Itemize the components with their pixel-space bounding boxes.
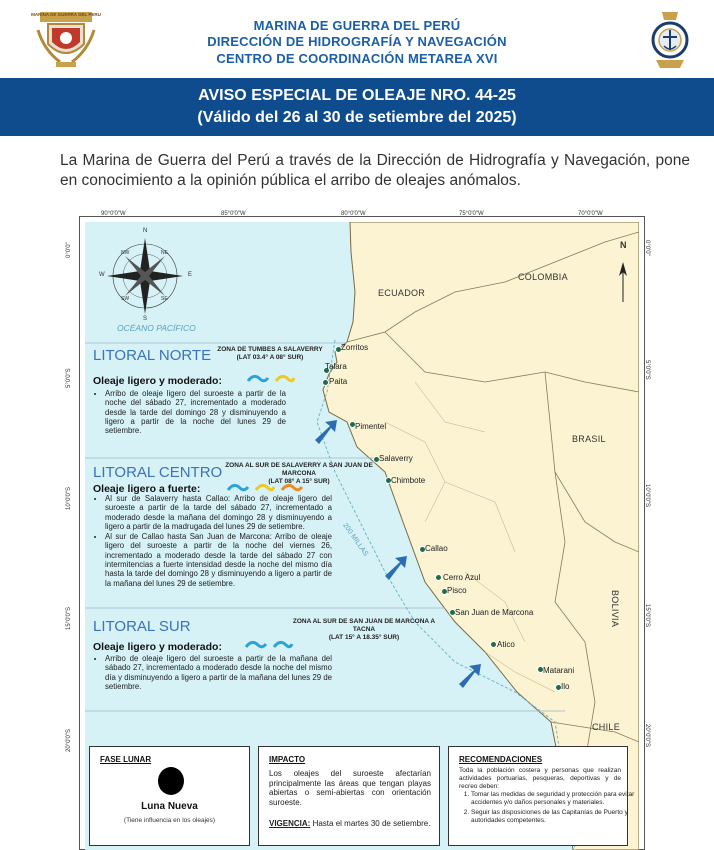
country-brasil: BRASIL — [572, 434, 606, 444]
zone-norte-head-text: ZONA DE TUMBES A SALAVERRY — [217, 346, 323, 353]
city-label: Ilo — [561, 682, 570, 691]
right-tick: 5°0'0"S — [644, 360, 650, 380]
header-line-3: CENTRO DE COORDINACIÓN METAREA XVI — [216, 51, 498, 66]
zone-centro-item: • Al sur de Salaverry hasta Callao: Arribo de oleaje ligero del suroeste a partir de la tarde del sábado 27, incrementado a moderado desde la mañana del domingo 28 y disminuyendo a ligero a partir de la madrugada del lunes 29 de setiembre. — [105, 494, 332, 531]
impacto-box — [258, 746, 440, 846]
zone-sur-lat: (LAT 15° A 18.35° SUR) — [328, 634, 400, 641]
recomendaciones-title: RECOMENDACIONES — [459, 755, 543, 764]
zone-centro-head-text: ZONA AL SUR DE SALAVERRY A SAN JUAN DE MARCONA — [225, 462, 373, 477]
zone-norte-lat: (LAT 03.4° A 08° SUR) — [236, 354, 304, 361]
miles-label: 200 MILLAS — [341, 522, 370, 558]
new-moon-icon — [158, 767, 184, 795]
compass-letter: N — [143, 228, 148, 234]
top-tick: 75°0'0"W — [459, 211, 484, 217]
right-logo — [648, 8, 692, 74]
city-label: Zorritos — [341, 343, 369, 352]
banner-validity: (Válido del 26 al 30 de setiembre del 2025) — [197, 109, 517, 126]
ocean-label: OCÉANO PACÍFICO — [117, 323, 196, 333]
compass-letter: W — [99, 272, 105, 278]
city-dot — [322, 379, 329, 386]
vigencia-text: Hasta el martes 30 de setiembre. — [312, 819, 431, 828]
recomendacion-item: 1. Tomar las medidas de seguridad y protección para evitar accidentes y/o daños personales y materiales. — [471, 791, 635, 807]
left-tick: 15°0'0"S — [66, 606, 72, 630]
moon-phase-name: Luna Nueva — [141, 801, 198, 812]
compass-rose-icon — [107, 238, 183, 314]
zone-norte-head — [212, 346, 328, 362]
city-label: Pimentel — [355, 422, 387, 431]
compass-letter: NW — [121, 250, 130, 256]
zone-centro-text — [96, 494, 332, 589]
city-label: Salaverry — [379, 454, 413, 463]
top-tick: 80°0'0"W — [341, 211, 366, 217]
banner-title: AVISO ESPECIAL DE OLEAJE NRO. 44-25 — [198, 87, 516, 104]
left-tick: 20°0'0"S — [66, 728, 72, 752]
zone-centro-item: • Al sur de Callao hasta San Juan de Marcona: Arribo de oleaje ligero del suroeste a partir de la noche del viernes 26, incrementado a moderado desde la tarde del sábado 27 con intermitencias a fuerte intensidad desde la noche del mismo día hasta la tarde del domingo 28 y disminuyendo a ligero a partir de la mañana del lunes 29 de setiembre. — [105, 532, 332, 588]
compass-letter: S — [143, 316, 148, 322]
top-tick: 90°0'0"W — [101, 211, 126, 217]
city-label: Paita — [329, 377, 348, 386]
recomendaciones-box — [448, 746, 635, 846]
right-tick: 15°0'0"S — [644, 604, 650, 628]
left-tick: 10°0'0"S — [66, 486, 72, 510]
city-dot — [490, 641, 497, 648]
city-label: Pisco — [447, 586, 467, 595]
country-ecuador: ECUADOR — [378, 288, 426, 298]
zone-centro-title: LITORAL CENTRO — [93, 464, 223, 481]
country-bolivia: BOLIVIA — [610, 590, 620, 628]
wave-icon — [246, 372, 296, 390]
top-tick: 85°0'0"W — [221, 211, 246, 217]
city-label: Matarani — [543, 666, 575, 675]
zone-sur-item: • Arribo de oleaje ligero del suroeste a partir de la mañana del sábado 27, incrementado a moderado desde la noche del mismo día y disminuyendo a ligero a partir de la mañana del lunes 29 de setiembre. — [105, 654, 332, 691]
north-label: N — [620, 240, 627, 250]
impacto-title: IMPACTO — [269, 755, 306, 764]
compass-letter: E — [188, 272, 193, 278]
zone-norte-item: • Arribo de oleaje ligero del suroeste a partir de la noche del sábado 27, incrementado a moderado desde la tarde del domingo 28 y disminuyendo a ligero a partir de la noche del lunes 29 de setiembre. — [105, 389, 286, 435]
right-tick: 0°0'0" — [644, 240, 650, 256]
zone-sur-text — [96, 654, 332, 692]
zone-sur-level: Oleaje ligero y moderado: — [93, 641, 222, 653]
left-tick: 5°0'0"S — [66, 368, 72, 388]
left-logo-text: MARINA DE GUERRA DEL PERU — [31, 12, 101, 17]
header-line-1: MARINA DE GUERRA DEL PERÚ — [253, 18, 461, 33]
recomendaciones-intro: Toda la población costera y personas que realizan actividades portuarias, pesqueras, deportivas y de recreo deben: — [459, 767, 621, 790]
top-tick: 70°0'0"W — [578, 211, 603, 217]
zone-norte-title: LITORAL NORTE — [93, 347, 212, 364]
zone-sur-title: LITORAL SUR — [93, 618, 191, 635]
city-label: Callao — [425, 544, 448, 553]
city-dot — [435, 574, 442, 581]
vigencia-label: VIGENCIA: — [269, 819, 311, 828]
recomendaciones-list — [457, 791, 635, 825]
compass-letter: SE — [161, 296, 168, 302]
moon-phase-note: (Tiene influencia en los oleajes) — [123, 817, 216, 824]
intro-paragraph: La Marina de Guerra del Perú a través de la Dirección de Hidrografía y Navegación, pone en conocimiento a la opinión pública el arribo de oleajes anómalos. — [60, 152, 690, 189]
city-label: Cerro Azul — [443, 573, 481, 582]
zone-centro-level: Oleaje ligero a fuerte: — [93, 483, 201, 495]
compass-letter: SW — [121, 296, 130, 302]
compass-letter: NE — [161, 250, 168, 256]
country-colombia: COLOMBIA — [518, 272, 568, 282]
country-chile: CHILE — [592, 722, 621, 732]
city-label: Talara — [325, 362, 347, 371]
right-tick: 20°0'0"S — [644, 724, 650, 748]
city-label: San Juan de Marcona — [455, 608, 534, 617]
zone-sur-head-text: ZONA AL SUR DE SAN JUAN DE MARCONA A TACNA — [292, 618, 436, 633]
left-tick: 0°0'0" — [66, 242, 72, 258]
zone-sur-head — [284, 618, 444, 642]
title-banner — [0, 78, 714, 136]
header-line-2: DIRECCIÓN DE HIDROGRAFÍA Y NAVEGACIÓN — [207, 34, 507, 49]
fase-lunar-title: FASE LUNAR — [100, 755, 152, 764]
impacto-text: Los oleajes del suroeste afectarían principalmente las áreas que tengan playas abiertas o semi-abiertas con orientación suroeste. — [269, 769, 431, 807]
recomendacion-item: 2. Seguir las disposiciones de las Capitanías de Puerto y autoridades competentes. — [471, 809, 635, 825]
zone-norte-text — [96, 389, 286, 436]
fase-lunar-box — [89, 746, 250, 846]
vigencia — [269, 819, 431, 829]
right-tick: 10°0'0"S — [644, 484, 650, 508]
zone-centro-lat: (LAT 08° A 15° SUR) — [268, 478, 330, 485]
zone-norte-level: Oleaje ligero y moderado: — [93, 375, 222, 387]
city-label: Atico — [497, 640, 515, 649]
city-label: Chimbote — [391, 476, 426, 485]
